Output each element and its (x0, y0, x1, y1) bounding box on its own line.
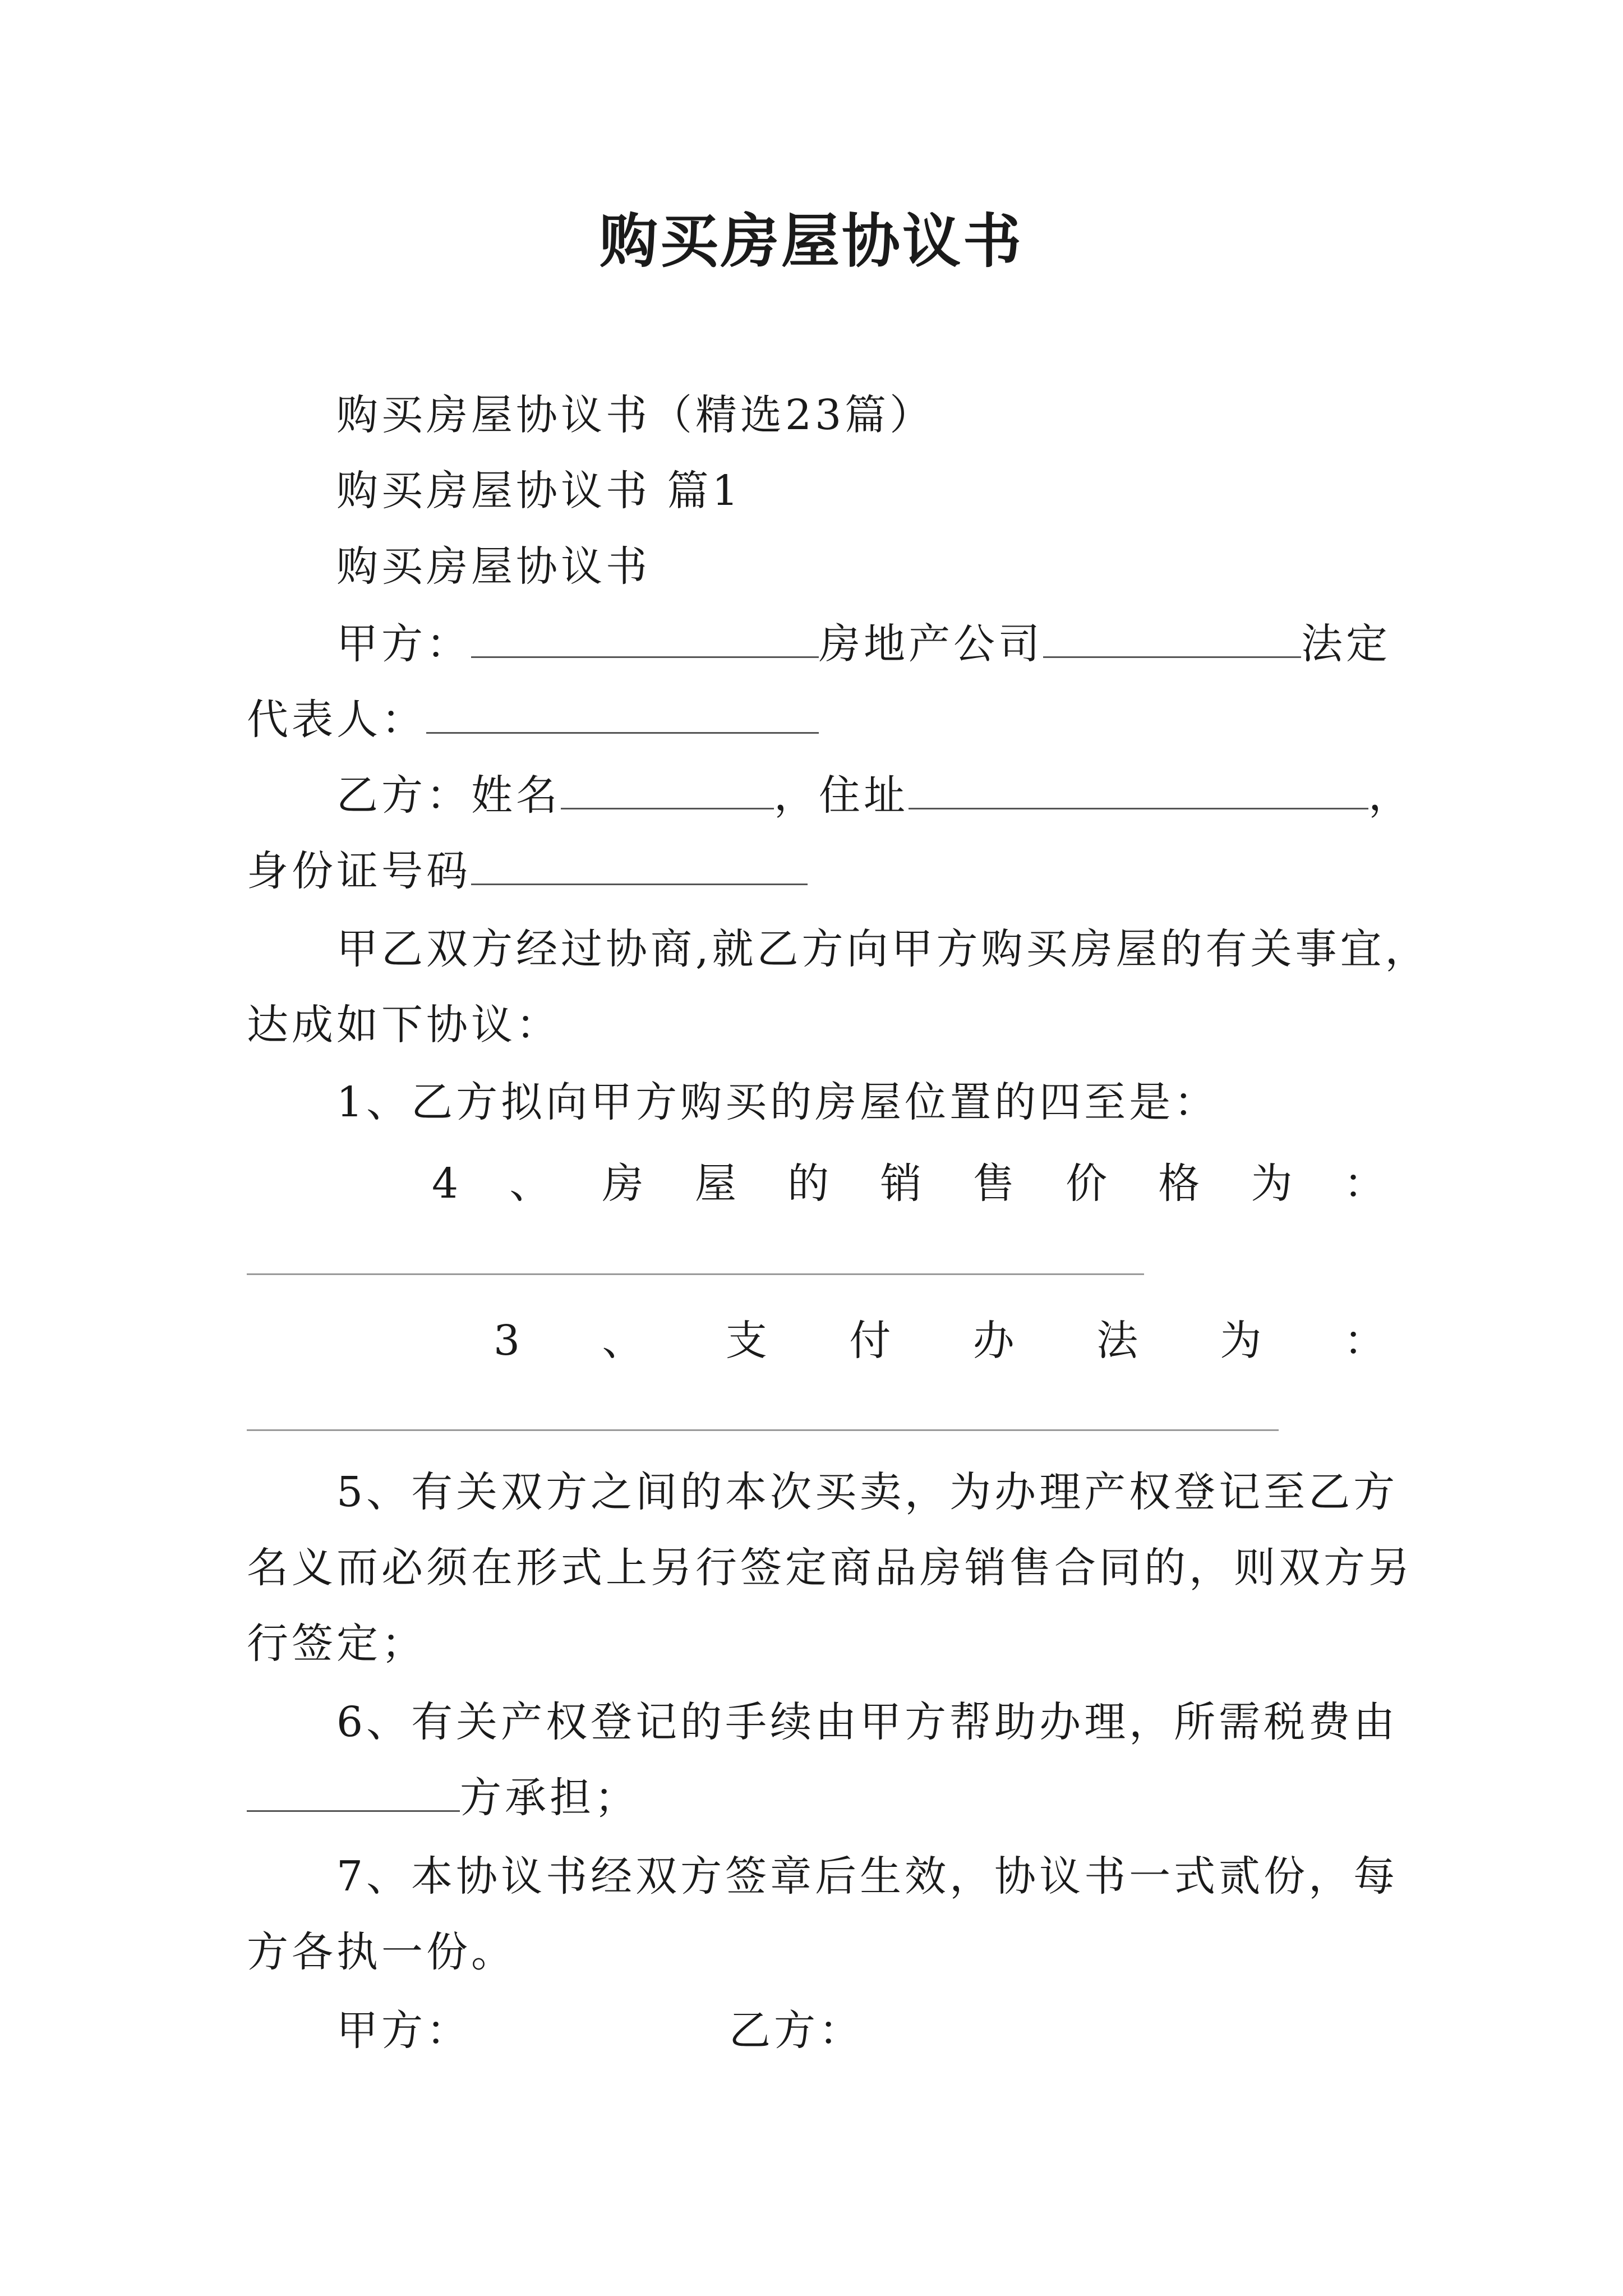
intro-line-2: 达成如下协议： (247, 1001, 561, 1049)
clause-3-char: 办 (972, 1317, 1015, 1365)
clause-7-line-2: 方各执一份。 (247, 1928, 516, 1976)
party-b-name-blank (561, 771, 774, 809)
sign-party-b: 乙方： (729, 2007, 864, 2055)
legal-rep-line (247, 692, 819, 748)
clause-3-line (494, 1313, 1385, 1369)
id-line (247, 843, 808, 899)
party-b-line (336, 767, 1413, 823)
clause-5-line-1: 5、有关双方之间的本次买卖，为办理产权登记至乙方 (336, 1468, 1399, 1516)
clause-3-char: 、 (602, 1317, 644, 1365)
legal-rep-part2: 代表人： (247, 696, 426, 744)
party-a-blank (471, 619, 819, 658)
clause-5-line-2: 名义而必须在形式上另行签定商品房销售合同的，则双方另 (247, 1544, 1413, 1592)
clause-3-char: ： (1343, 1317, 1385, 1365)
company-blank (1043, 619, 1301, 658)
clause-4-char: 的 (787, 1159, 829, 1208)
doc-heading: 购买房屋协议书 (336, 542, 651, 591)
clause-6-line-1: 6、有关产权登记的手续由甲方帮助办理，所需税费由 (336, 1698, 1399, 1746)
id-blank (471, 846, 808, 885)
clause-4-char: 销 (880, 1159, 922, 1208)
clause-4-char: 4 (432, 1159, 459, 1208)
clause-4-char: 价 (1066, 1159, 1108, 1208)
party-b-address-label: ，住址 (774, 771, 909, 820)
intro-line-1: 甲乙双方经过协商,就乙方向甲方购买房屋的有关事宜， (336, 925, 1430, 973)
clause-1: 1、乙方拟向甲方购买的房屋位置的四至是： (336, 1078, 1219, 1126)
clause-4-char: 为 (1251, 1159, 1293, 1208)
legal-rep-part1: 法定 (1301, 620, 1391, 668)
party-a-label: 甲方： (336, 620, 471, 668)
clause-4-line (432, 1156, 1385, 1212)
party-a-line (336, 616, 1391, 672)
clause-4-char: 格 (1158, 1159, 1200, 1208)
clause-7-line-1: 7、本协议书经双方签章后生效，协议书一式贰份，每 (336, 1852, 1399, 1901)
subtitle: 购买房屋协议书（精选23篇） (336, 391, 935, 439)
clause-3-blank (247, 1429, 1279, 1431)
party-b-address-blank (909, 771, 1368, 809)
section-heading: 购买房屋协议书 篇1 (336, 467, 742, 515)
clause-4-char: 、 (509, 1159, 551, 1208)
clause-5-line-3: 行签定； (247, 1619, 426, 1668)
clause-4-char: 售 (972, 1159, 1015, 1208)
clause-3-char: 为 (1220, 1317, 1262, 1365)
party-a-company: 房地产公司 (819, 620, 1043, 668)
clause-4-char: 房 (602, 1159, 644, 1208)
document-title: 购买房屋协议书 (599, 206, 1023, 275)
clause-4-char: 屋 (694, 1159, 736, 1208)
legal-rep-blank (426, 695, 819, 734)
clause-3-char: 3 (494, 1317, 520, 1365)
clause-4-char: ： (1343, 1159, 1385, 1208)
tax-party-blank (247, 1773, 460, 1812)
clause-4-blank (247, 1273, 1144, 1275)
sign-party-a: 甲方： (336, 2007, 471, 2055)
party-b-name-label: 乙方：姓名 (336, 771, 561, 820)
clause-3-char: 法 (1096, 1317, 1138, 1365)
clause-6-line-2 (247, 1770, 639, 1826)
clause-6-tail: 方承担； (460, 1774, 639, 1822)
party-b-comma: ， (1368, 771, 1413, 820)
clause-3-char: 支 (725, 1317, 767, 1365)
id-label: 身份证号码 (247, 847, 471, 895)
clause-3-char: 付 (849, 1317, 891, 1365)
